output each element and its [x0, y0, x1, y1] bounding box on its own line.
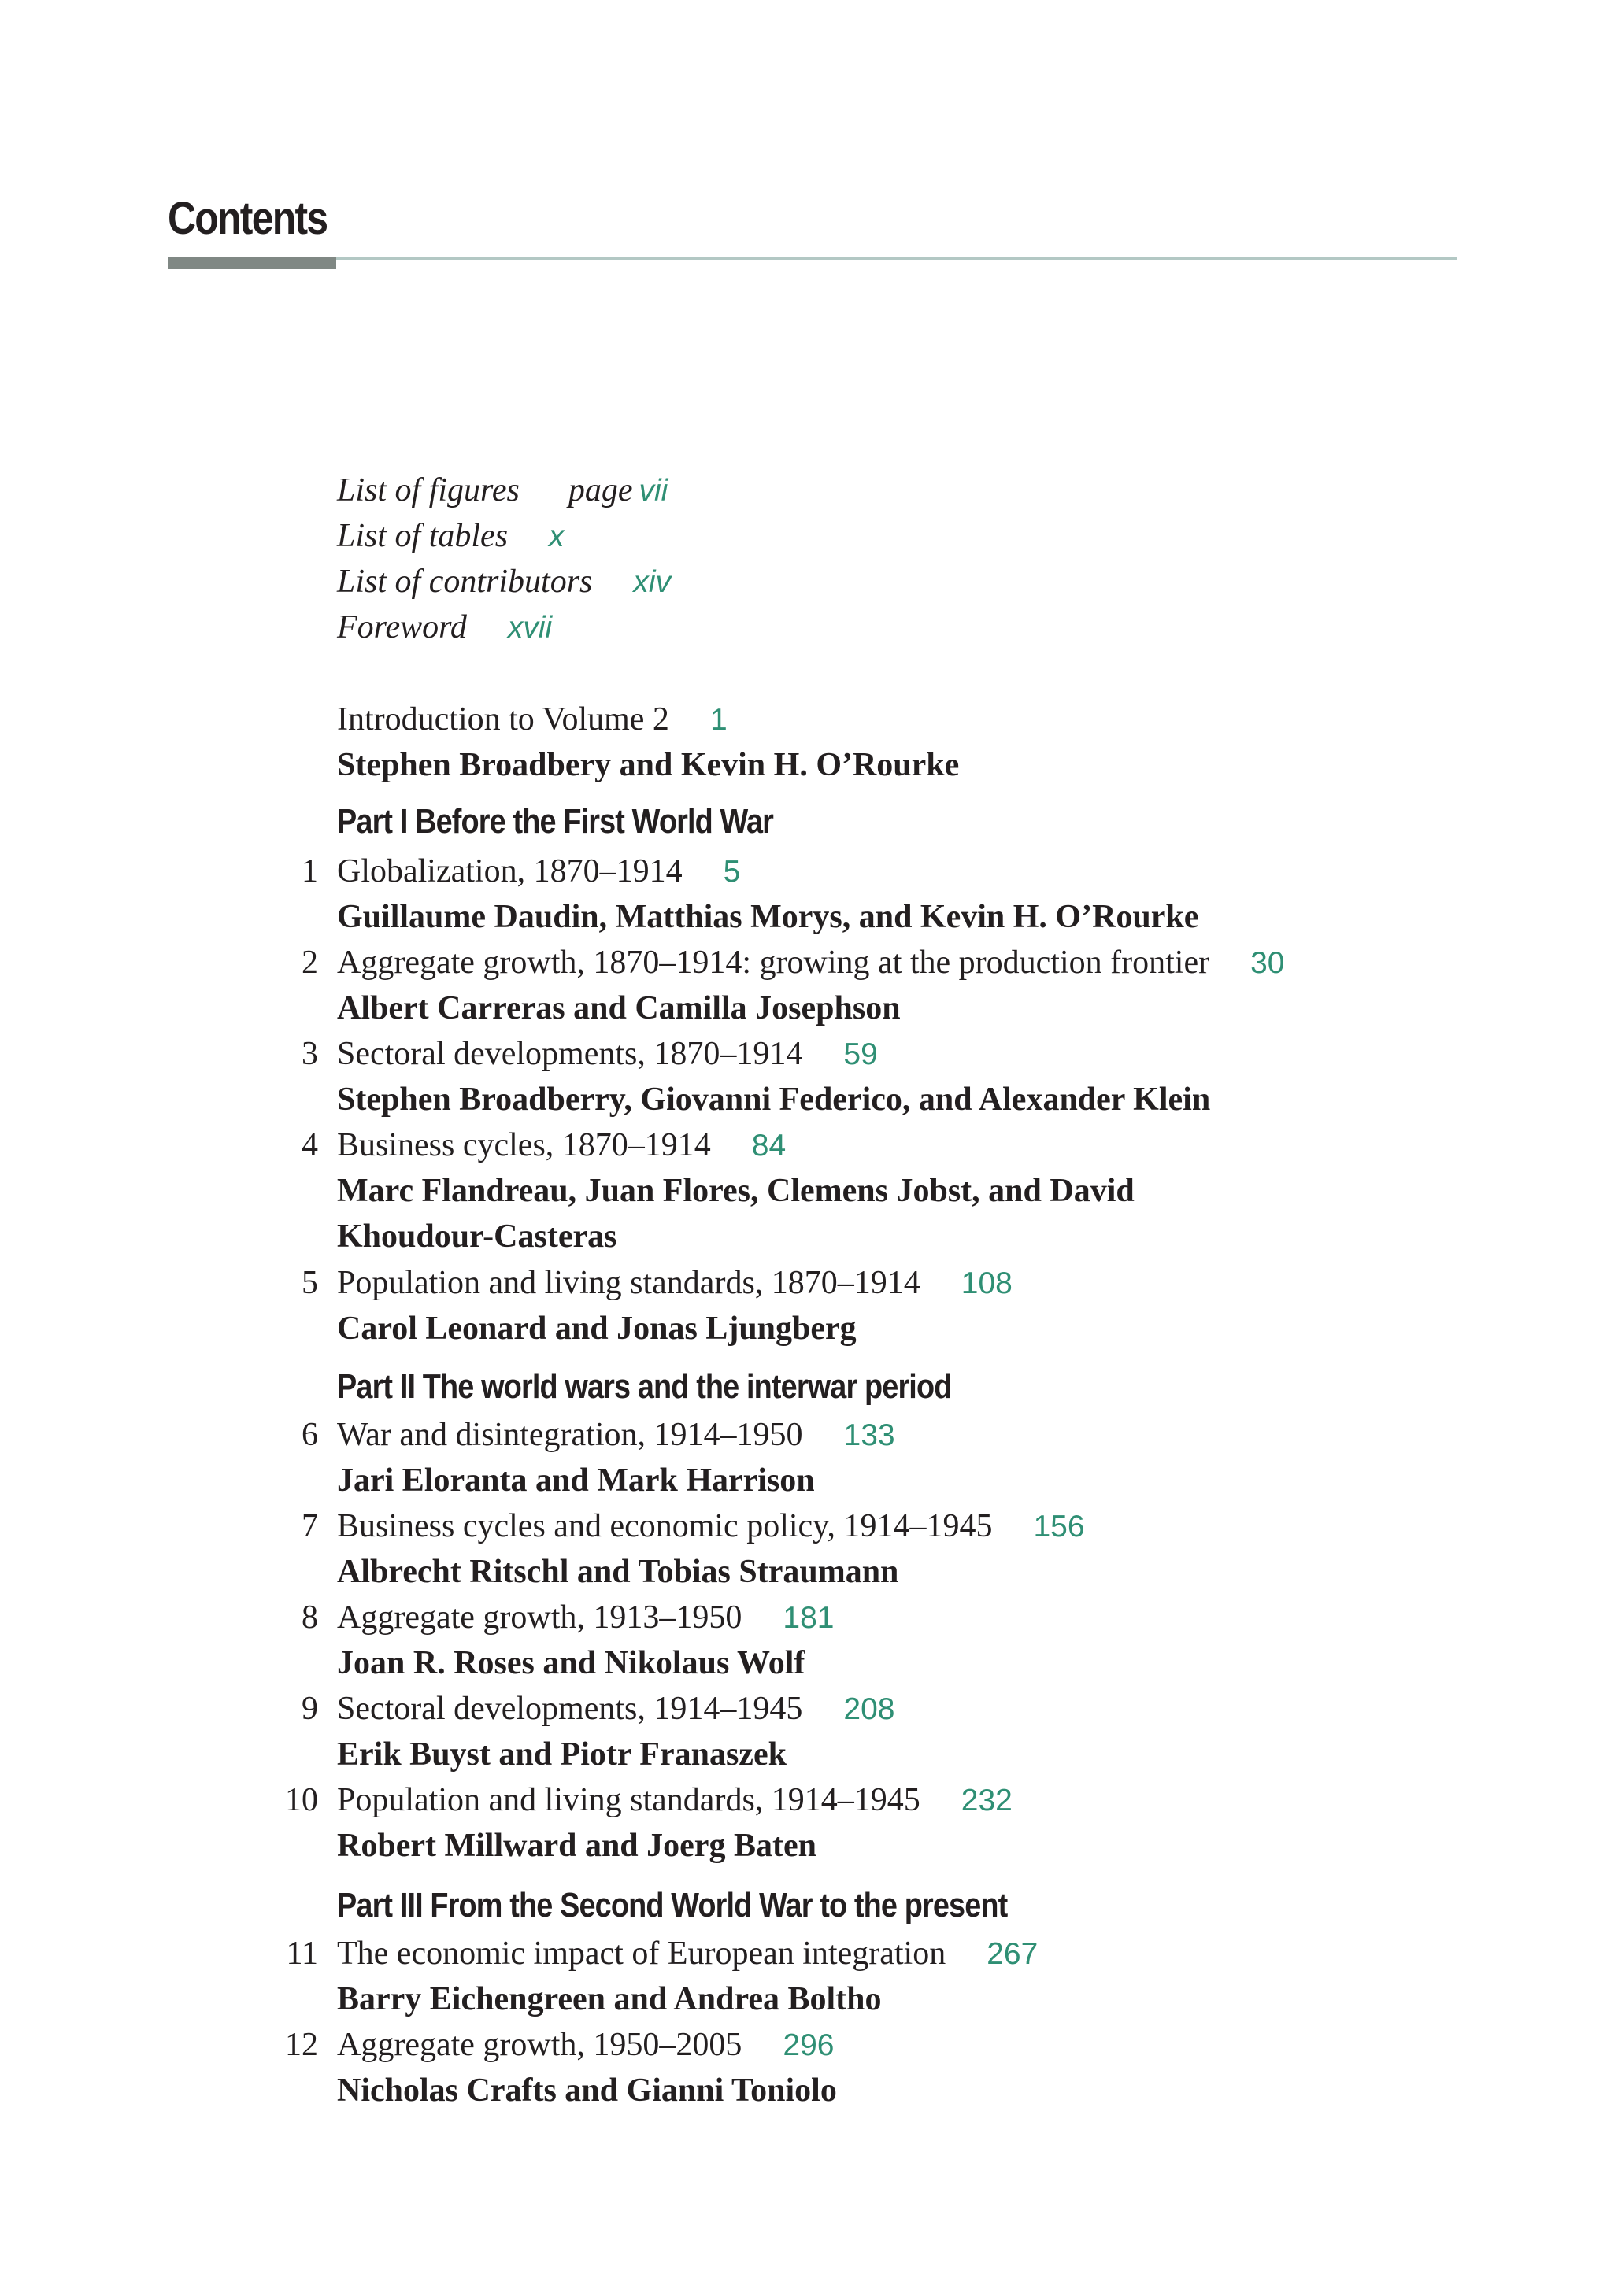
entry-authors: Stephen Broadberry, Giovanni Federico, and Alexander Klein [337, 1081, 1211, 1118]
entry-title: Globalization, 1870–1914 [337, 853, 683, 889]
entry-authors: Erik Buyst and Piotr Franaszek [337, 1736, 787, 1773]
heading-rule [336, 257, 1457, 260]
page-title: Contents [168, 193, 328, 244]
page-number: 5 [723, 855, 741, 889]
entry-authors: Robert Millward and Joerg Baten [337, 1828, 816, 1864]
entry-authors: Marc Flandreau, Juan Flores, Clemens Jobst, and David [337, 1173, 1135, 1209]
chapter-number: 5 [302, 1265, 318, 1301]
page-number: 232 [961, 1784, 1013, 1817]
entry-authors: Nicholas Crafts and Gianni Toniolo [337, 2072, 837, 2109]
entry-title: List of tables [337, 518, 509, 554]
entry-title: Aggregate growth, 1950–2005 [337, 2027, 742, 2063]
toc-entry-chapter[interactable] [337, 1504, 1085, 1548]
page-number: x [549, 519, 565, 553]
entry-authors: Carol Leonard and Jonas Ljungberg [337, 1311, 857, 1347]
entry-authors: Jari Eloranta and Mark Harrison [337, 1462, 815, 1499]
part-heading: Part I Before the First World War [337, 802, 774, 841]
entry-title: War and disintegration, 1914–1950 [337, 1417, 803, 1453]
chapter-number: 8 [302, 1599, 318, 1636]
entry-title: Sectoral developments, 1914–1945 [337, 1691, 803, 1727]
entry-title: Aggregate growth, 1913–1950 [337, 1599, 742, 1636]
toc-entry-chapter[interactable] [337, 1932, 1038, 1976]
toc-entry-chapter[interactable] [337, 941, 1284, 985]
toc-entry-chapter[interactable] [337, 1595, 834, 1640]
toc-entry-chapter[interactable] [337, 1123, 786, 1167]
page-number: 108 [961, 1266, 1013, 1300]
chapter-number: 7 [302, 1508, 318, 1544]
page-prefix: page [568, 472, 633, 508]
entry-authors: Albrecht Ritschl and Tobias Straumann [337, 1554, 899, 1590]
page-number: 296 [783, 2028, 835, 2062]
entry-title: Introduction to Volume 2 [337, 701, 669, 738]
entry-title: List of contributors [337, 564, 593, 600]
page-number: 181 [783, 1601, 835, 1635]
chapter-number: 3 [302, 1036, 318, 1072]
entry-title: Population and living standards, 1914–1945 [337, 1782, 920, 1818]
entry-title: Population and living standards, 1870–1914 [337, 1265, 920, 1301]
entry-authors: Stephen Broadbery and Kevin H. O’Rourke [337, 747, 960, 783]
toc-entry-list-of-figures[interactable] [337, 468, 668, 512]
toc-entry-chapter[interactable] [337, 849, 740, 893]
chapter-number: 4 [302, 1127, 318, 1163]
page-number: 156 [1033, 1510, 1085, 1544]
toc-entry-chapter[interactable] [337, 1032, 878, 1076]
entry-authors: Guillaume Daudin, Matthias Morys, and Kevin H. O’Rourke [337, 899, 1199, 935]
entry-title: List of figures [337, 472, 520, 508]
toc-entry-list-of-contributors[interactable] [337, 560, 671, 604]
page-number: xiv [633, 565, 672, 599]
toc-entry-chapter[interactable] [337, 1413, 895, 1457]
toc-entry-chapter[interactable] [337, 1261, 1013, 1305]
entry-title: The economic impact of European integration [337, 1936, 946, 1972]
chapter-number: 9 [302, 1691, 318, 1727]
toc-entry-list-of-tables[interactable] [337, 514, 565, 558]
chapter-number: 6 [302, 1417, 318, 1453]
toc-entry-foreword[interactable] [337, 605, 552, 649]
chapter-number: 11 [286, 1936, 318, 1972]
part-heading: Part II The world wars and the interwar period [337, 1367, 952, 1406]
page-number: 30 [1250, 946, 1285, 980]
page-number: 267 [987, 1937, 1039, 1971]
toc-entry-chapter[interactable] [337, 1687, 894, 1731]
chapter-number: 2 [302, 945, 318, 981]
entry-title: Business cycles, 1870–1914 [337, 1127, 711, 1163]
part-heading: Part III From the Second World War to the present [337, 1886, 1008, 1924]
entry-title: Sectoral developments, 1870–1914 [337, 1036, 803, 1072]
entry-title: Business cycles and economic policy, 1914–1945 [337, 1508, 993, 1544]
page-number: 133 [843, 1418, 895, 1452]
page-number: 84 [751, 1129, 787, 1163]
chapter-number: 12 [285, 2027, 318, 2063]
page-number: 59 [843, 1037, 878, 1071]
entry-authors: Joan R. Roses and Nikolaus Wolf [337, 1645, 805, 1681]
toc-entry-introduction[interactable] [337, 697, 728, 741]
entry-authors: Barry Eichengreen and Andrea Boltho [337, 1981, 882, 2017]
page-number: 208 [843, 1692, 895, 1726]
page-number: xvii [507, 611, 553, 645]
chapter-number: 1 [302, 853, 318, 889]
page-number: vii [639, 474, 668, 508]
entry-title: Foreword [337, 609, 467, 645]
page-number: 1 [709, 703, 728, 737]
heading-rule-accent [168, 257, 336, 269]
entry-authors-continued: Khoudour-Casteras [337, 1218, 617, 1255]
toc-entry-chapter[interactable] [337, 2023, 834, 2067]
entry-title: Aggregate growth, 1870–1914: growing at the production frontier [337, 945, 1210, 981]
chapter-number: 10 [285, 1782, 318, 1818]
entry-authors: Albert Carreras and Camilla Josephson [337, 990, 901, 1026]
toc-entry-chapter[interactable] [337, 1778, 1013, 1822]
